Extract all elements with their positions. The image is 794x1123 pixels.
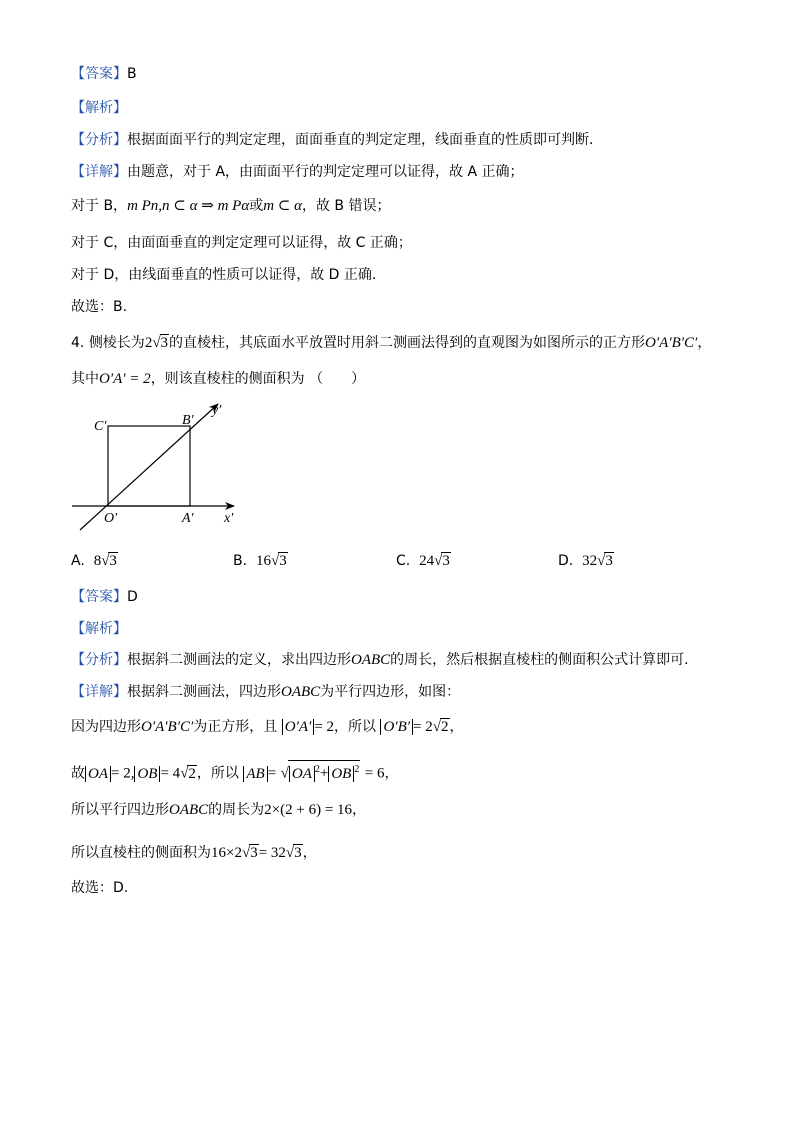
prev-fenxi-line: 【分析】根据面面平行的判定定理，面面垂直的判定定理，线面垂直的性质即可判断. [71,132,594,148]
prev-analysis-tag: 【解析】 [71,100,127,116]
q4-step-4: 所以直棱柱的侧面积为16×2√3= 32√3， [71,845,317,861]
option-d[interactable]: D. 32√3 [558,553,613,569]
question-number: 4. [71,335,85,351]
prev-choice-line: 故选：B. [71,299,128,315]
label-x: x′ [224,511,234,526]
option-c[interactable]: C. 24√3 [396,553,450,569]
label-b: B′ [182,413,194,428]
question-4-stem-line-1: 4. 侧棱长为2√3的直棱柱，其底面水平放置时用斜二测画法得到的直观图为如图所示的正方形O′A′B′C′， [71,335,712,351]
q4-step-1: 因为四边形O′A′B′C′为正方形，且 O′A′ = 2，所以 O′B′ = 2√2， [71,719,464,735]
answer-tag: 【答案】 [71,66,127,82]
q4-fenxi-line: 【分析】根据斜二测画法的定义，求出四边形OABC的周长，然后根据直棱柱的侧面积公式计算即可. [71,652,689,668]
prev-c-line: 对于 C，由面面垂直的判定定理可以证得，故 C 正确； [71,235,412,251]
label-a: A′ [182,511,194,526]
prev-answer-line [71,64,137,84]
answer-value: B [127,66,137,82]
oblique-square-figure [66,396,256,534]
q4-xiangjie-line: 【详解】根据斜二测画法，四边形OABC为平行四边形，如图： [71,684,461,700]
label-y: y′ [212,403,222,418]
prev-xiangjie-line: 【详解】由题意，对于 A，由面面平行的判定定理可以证得，故 A 正确； [71,164,524,180]
q4-choice-line: 故选：D. [71,880,129,896]
prev-d-line: 对于 D，由线面垂直的性质可以证得，故 D 正确. [71,267,377,283]
q4-step-3: 所以平行四边形OABC的周长为2×(2 + 6) = 16， [71,802,367,818]
label-o: O′ [104,511,118,526]
option-a[interactable]: A. 8√3 [71,553,117,569]
q4-step-2: 故 OA = 2, OB = 4√2，所以 AB = √ OA $^2$+ OB $^2$ = 6， [71,760,399,784]
q4-answer-line: 【答案】D [71,589,138,605]
answer-value: D [127,589,138,605]
prev-b-line: 对于 B，m Pn,n ⊂ α ⇒ m Pα或m ⊂ α，故 B 错误； [71,198,391,214]
question-4-stem-line-2: 其中O′A′ = 2，则该直棱柱的侧面积为 （ ） [71,371,366,387]
q4-analysis-tag: 【解析】 [71,621,127,637]
label-c: C′ [94,419,107,434]
option-b[interactable]: B. 16√3 [233,553,287,569]
